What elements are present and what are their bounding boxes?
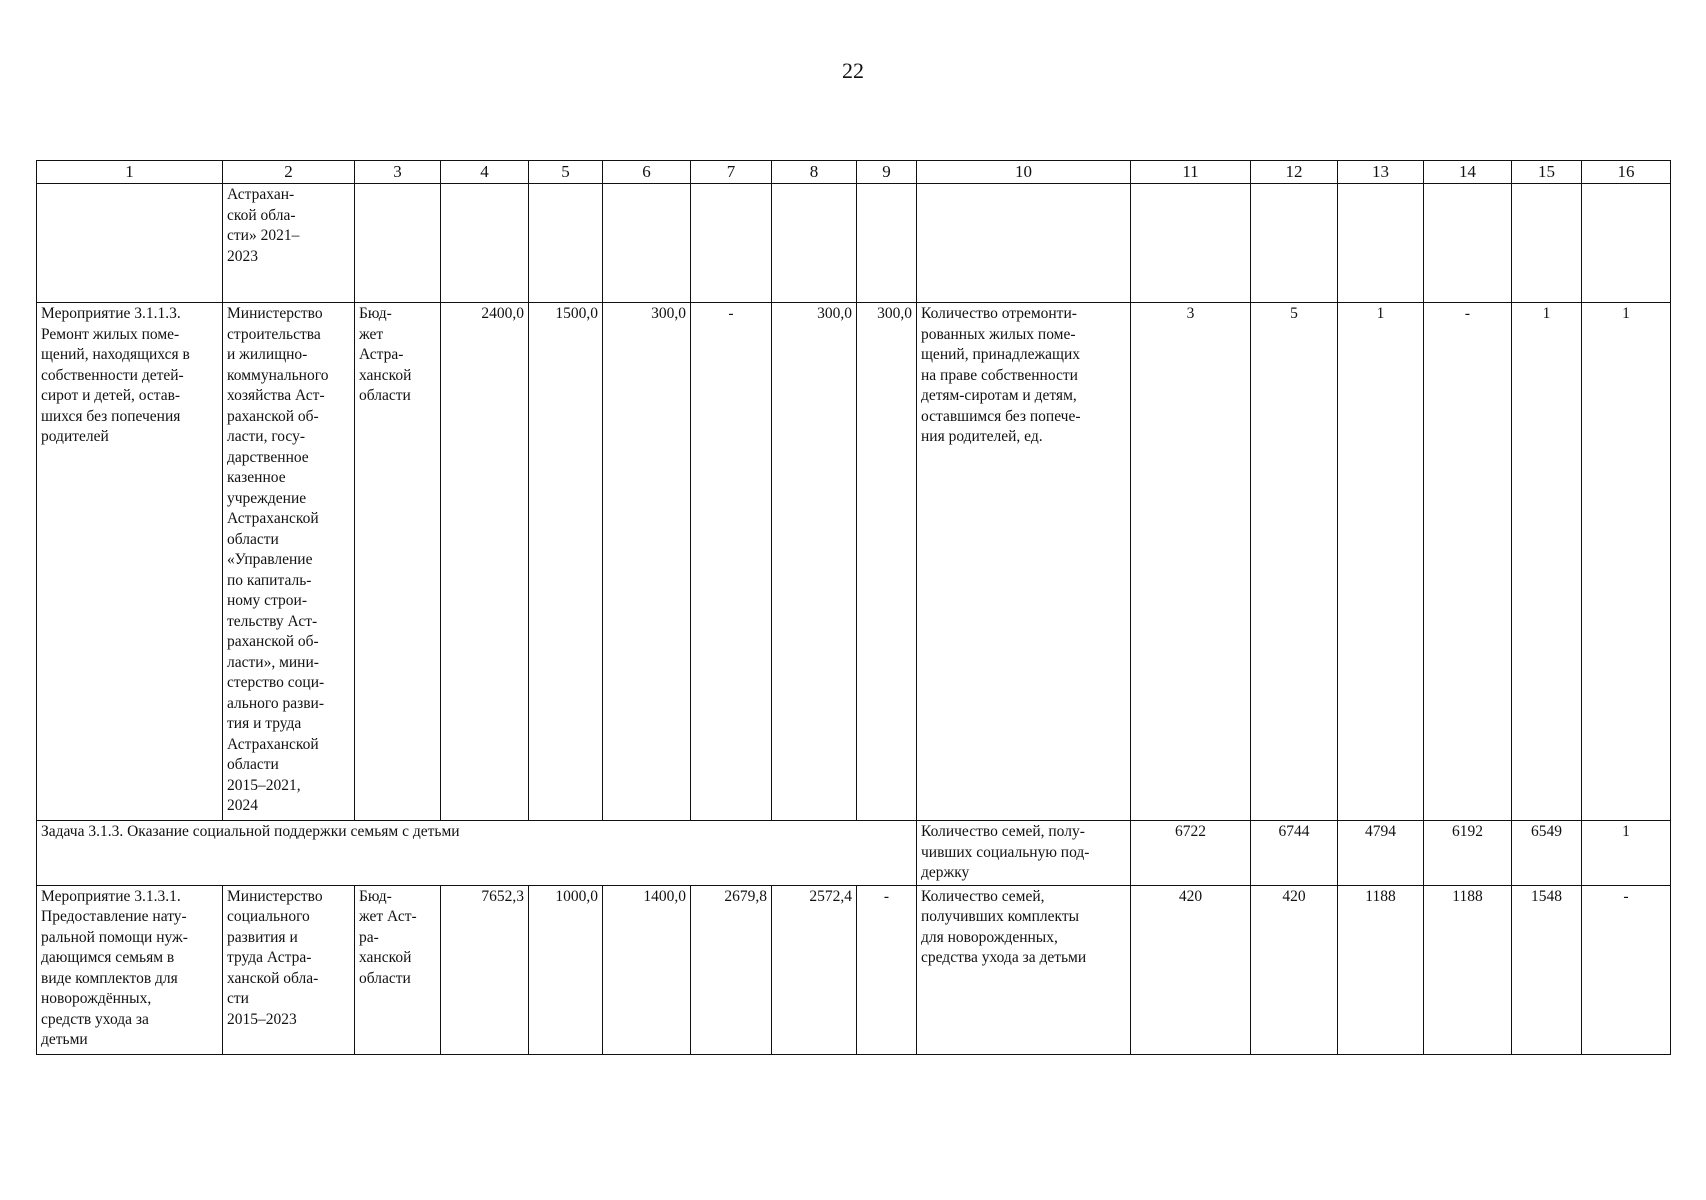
indicator-cell: Количество отремонти- рованных жилых поме- щений, принадлежащих на праве собственности детям-сиротам и детям, оставшимся без попече- ния родителей, ед. <box>917 303 1131 821</box>
amount-cell: 2679,8 <box>691 885 772 1054</box>
indicator-value-cell: 1548 <box>1512 885 1582 1054</box>
col-number: 7 <box>691 161 772 184</box>
empty-cell <box>441 184 529 303</box>
empty-cell <box>1131 184 1251 303</box>
table-row-measure-3113 <box>37 303 1671 821</box>
indicator-value-cell: 420 <box>1131 885 1251 1054</box>
indicator-value-cell: 1188 <box>1338 885 1424 1054</box>
amount-cell: 7652,3 <box>441 885 529 1054</box>
indicator-value-cell: 6744 <box>1251 821 1338 886</box>
measure-name-cell: Мероприятие 3.1.1.3. Ремонт жилых поме- щений, находящихся в собственности детей- сирот и детей, остав- шихся без попечения родителей <box>37 303 223 821</box>
indicator-value-cell: 1 <box>1512 303 1582 821</box>
empty-cell <box>1424 184 1512 303</box>
empty-cell <box>603 184 691 303</box>
amount-cell: 1400,0 <box>603 885 691 1054</box>
empty-cell <box>1512 184 1582 303</box>
column-number-row <box>37 161 1671 184</box>
indicator-value-cell: 6192 <box>1424 821 1512 886</box>
indicator-value-cell: 4794 <box>1338 821 1424 886</box>
empty-cell <box>355 184 441 303</box>
amount-cell: 300,0 <box>857 303 917 821</box>
page-number: 22 <box>842 58 864 83</box>
col-number: 5 <box>529 161 603 184</box>
funding-source-cell: Бюд- жет Аст- ра- ханской области <box>355 885 441 1054</box>
responsible-cell: Министерство строительства и жилищно- коммунального хозяйства Аст- раханской об- ласти, госу- дарственное казенное учреждение Астраханской области «Управление по капиталь- ному строи- тельству Аст- раханской об- ласти», мини- стерство соци- ального разви- тия и труда Астраханской области 2015–2021, 2024 <box>223 303 355 821</box>
responsible-cell: Министерство социального развития и труда Астра- ханской обла- сти 2015–2023 <box>223 885 355 1054</box>
amount-cell: 1000,0 <box>529 885 603 1054</box>
program-table <box>36 160 1671 1055</box>
empty-cell <box>1251 184 1338 303</box>
indicator-value-cell: 1 <box>1582 303 1671 821</box>
indicator-value-cell: 1 <box>1582 821 1671 886</box>
amount-cell: 2572,4 <box>772 885 857 1054</box>
col-number: 16 <box>1582 161 1671 184</box>
amount-cell: 2400,0 <box>441 303 529 821</box>
col-number: 8 <box>772 161 857 184</box>
funding-source-cell: Бюд- жет Астра- ханской области <box>355 303 441 821</box>
measure-name-cell: Мероприятие 3.1.3.1. Предоставление нату- ральной помощи нуж- дающимся семьям в виде комплектов для новорождённых, средств ухода за детьми <box>37 885 223 1054</box>
col-number: 2 <box>223 161 355 184</box>
empty-cell <box>37 184 223 303</box>
col-number: 14 <box>1424 161 1512 184</box>
table-row-measure-3131 <box>37 885 1671 1054</box>
col-number: 1 <box>37 161 223 184</box>
col-number: 15 <box>1512 161 1582 184</box>
indicator-value-cell: - <box>1424 303 1512 821</box>
indicator-value-cell: 420 <box>1251 885 1338 1054</box>
indicator-value-cell: 6722 <box>1131 821 1251 886</box>
empty-cell <box>772 184 857 303</box>
indicator-cell: Количество семей, полу- чивших социальную под- держку <box>917 821 1131 886</box>
empty-cell <box>917 184 1131 303</box>
table-row-task-313 <box>37 821 1671 886</box>
col-number: 13 <box>1338 161 1424 184</box>
col-number: 10 <box>917 161 1131 184</box>
amount-cell: - <box>857 885 917 1054</box>
empty-cell <box>529 184 603 303</box>
task-title-cell: Задача 3.1.3. Оказание социальной поддержки семьям с детьми <box>37 821 917 886</box>
empty-cell <box>1338 184 1424 303</box>
indicator-value-cell: - <box>1582 885 1671 1054</box>
indicator-value-cell: 5 <box>1251 303 1338 821</box>
indicator-value-cell: 1 <box>1338 303 1424 821</box>
amount-cell: - <box>691 303 772 821</box>
amount-cell: 300,0 <box>772 303 857 821</box>
empty-cell <box>857 184 917 303</box>
col-number: 12 <box>1251 161 1338 184</box>
col-number: 6 <box>603 161 691 184</box>
col-number: 11 <box>1131 161 1251 184</box>
col-number: 3 <box>355 161 441 184</box>
empty-cell <box>691 184 772 303</box>
col-number: 9 <box>857 161 917 184</box>
table-row-continuation <box>37 184 1671 303</box>
indicator-value-cell: 1188 <box>1424 885 1512 1054</box>
amount-cell: 1500,0 <box>529 303 603 821</box>
col-number: 4 <box>441 161 529 184</box>
indicator-value-cell: 6549 <box>1512 821 1582 886</box>
empty-cell <box>1582 184 1671 303</box>
amount-cell: 300,0 <box>603 303 691 821</box>
indicator-value-cell: 3 <box>1131 303 1251 821</box>
responsible-cell: Астрахан- ской обла- сти» 2021– 2023 <box>223 184 355 303</box>
indicator-cell: Количество семей, получивших комплекты для новорожденных, средства ухода за детьми <box>917 885 1131 1054</box>
